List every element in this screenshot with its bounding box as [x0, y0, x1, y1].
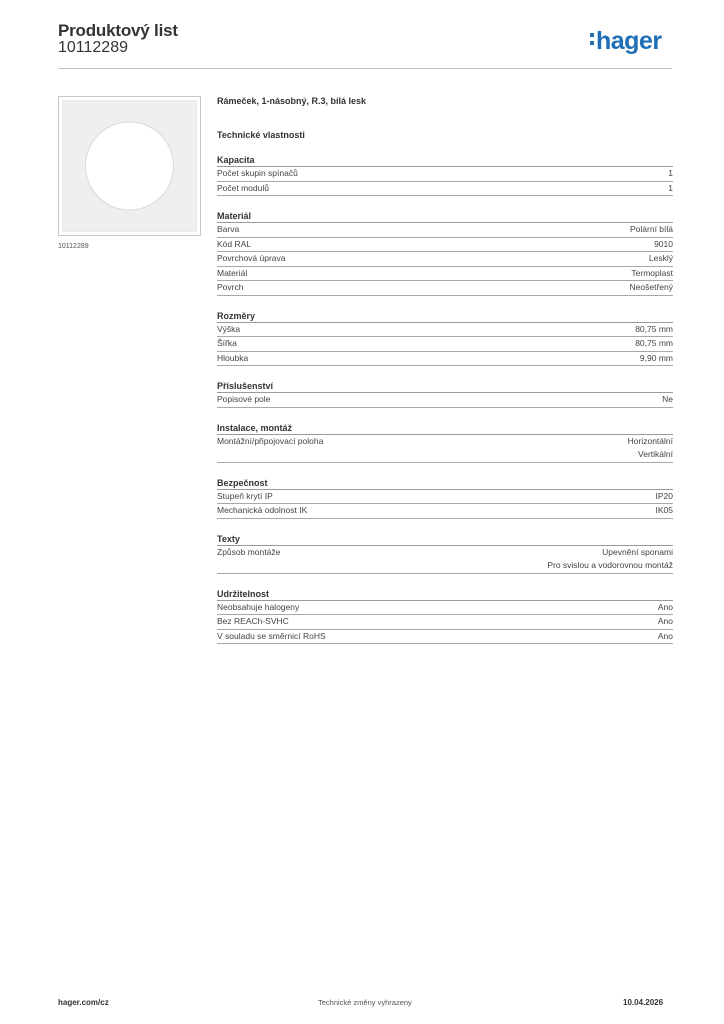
- spec-value: [628, 435, 673, 462]
- spec-value-line: Ano: [657, 601, 673, 612]
- spec-label: Povrch: [217, 282, 244, 292]
- spec-section: [217, 155, 673, 196]
- spec-row: [217, 323, 673, 338]
- spec-section: [217, 589, 673, 645]
- spec-row: [217, 601, 673, 616]
- section-title: Příslušenství: [217, 381, 673, 393]
- spec-value: [658, 630, 673, 644]
- spec-value: [658, 601, 673, 615]
- spec-section: [217, 311, 673, 367]
- spec-row: [217, 223, 673, 238]
- spec-value: [635, 323, 673, 337]
- spec-section: [217, 423, 673, 463]
- spec-value: [630, 223, 673, 237]
- product-name: Rámeček, 1-násobný, R.3, bílá lesk: [217, 96, 367, 106]
- technical-properties-title: Technické vlastnosti: [217, 130, 305, 140]
- image-caption: 10112289: [58, 243, 89, 250]
- spec-value-line: IP20: [655, 490, 673, 501]
- spec-value: [658, 615, 673, 629]
- spec-label: Barva: [217, 224, 240, 234]
- footer-notice: Technické změny vyhrazeny: [318, 998, 412, 1007]
- product-image: [58, 96, 201, 236]
- spec-label: Povrchová úprava: [217, 253, 286, 263]
- spec-value-line: Neošetřený: [629, 282, 673, 292]
- spec-value: [654, 238, 673, 252]
- spec-label: Šířka: [217, 338, 237, 348]
- spec-row: [217, 267, 673, 282]
- spec-row: [217, 182, 673, 197]
- spec-row: [217, 238, 673, 253]
- spec-row: [217, 490, 673, 505]
- frame-product-icon: [62, 100, 197, 232]
- section-title: Udržitelnost: [217, 589, 673, 601]
- spec-section: [217, 534, 673, 574]
- spec-label: Počet modulů: [217, 182, 269, 193]
- spec-label: V souladu se směrnicí RoHS: [217, 630, 326, 641]
- section-title: Materiál: [217, 211, 673, 223]
- spec-label: Počet skupin spínačů: [217, 168, 298, 178]
- spec-row: [217, 337, 673, 352]
- spec-label: Způsob montáže: [217, 546, 281, 557]
- spec-row: [217, 435, 673, 463]
- spec-value-line: Ne: [662, 394, 673, 404]
- spec-label: Popisové pole: [217, 394, 271, 404]
- spec-row: [217, 504, 673, 519]
- spec-value: [635, 337, 673, 351]
- header-divider: [58, 68, 672, 69]
- spec-value: [668, 167, 673, 181]
- spec-value: [656, 490, 674, 504]
- spec-label: Stupeň krytí IP: [217, 490, 273, 501]
- spec-section: [217, 478, 673, 519]
- spec-value-line: Termoplast: [631, 267, 673, 278]
- spec-value: [668, 182, 673, 196]
- spec-value-line: Horizontální: [627, 435, 673, 446]
- spec-value: [640, 352, 673, 366]
- spec-value-line: Pro svislou a vodorovnou montáž: [547, 560, 673, 570]
- spec-value-line: Ano: [657, 616, 673, 626]
- spec-value-line: 9010: [654, 238, 673, 249]
- spec-row: [217, 252, 673, 267]
- footer-date: 10.04.2026: [623, 998, 664, 1007]
- spec-value-line: Polární bílá: [630, 224, 673, 234]
- spec-value: [631, 267, 673, 281]
- spec-section: [217, 381, 673, 408]
- product-details: [217, 96, 673, 644]
- section-title: Texty: [217, 534, 673, 546]
- spec-label: Mechanická odolnost IK: [217, 505, 308, 515]
- spec-value: [649, 252, 673, 266]
- section-title: Rozměry: [217, 311, 673, 323]
- section-title: Instalace, montáž: [217, 423, 673, 435]
- logo-text: hager: [596, 27, 662, 55]
- spec-row: [217, 615, 673, 630]
- spec-value: [630, 281, 673, 295]
- spec-value: [662, 393, 673, 407]
- section-title: Kapacita: [217, 155, 673, 167]
- spec-label: Kód RAL: [217, 238, 252, 249]
- section-title: Bezpečnost: [217, 478, 673, 490]
- page-title: Produktový list: [58, 21, 178, 40]
- spec-label: Hloubka: [217, 352, 249, 363]
- spec-value-line: Lesklý: [648, 253, 673, 263]
- spec-value: [656, 504, 674, 518]
- spec-label: Montážní/připojovací poloha: [217, 435, 324, 446]
- spec-value-line: 80,75 mm: [635, 323, 673, 334]
- hager-logo: [590, 24, 662, 60]
- spec-value: [547, 546, 673, 573]
- spec-value-line: Upevnění sponami: [602, 546, 673, 557]
- spec-row: [217, 352, 673, 367]
- spec-value-line: Vertikální: [638, 449, 673, 459]
- spec-label: Materiál: [217, 267, 248, 278]
- spec-sections: [217, 155, 673, 644]
- spec-value-line: IK05: [655, 505, 673, 515]
- spec-label: Neobsahuje halogeny: [217, 601, 300, 612]
- spec-row: [217, 281, 673, 296]
- spec-label: Bez REACh-SVHC: [217, 616, 289, 626]
- product-number: 10112289: [58, 39, 128, 56]
- spec-row: [217, 167, 673, 182]
- logo-dots-icon: [590, 33, 594, 45]
- spec-value-line: Ano: [657, 630, 673, 641]
- spec-row: [217, 546, 673, 574]
- spec-row: [217, 393, 673, 408]
- spec-label: Výška: [217, 323, 241, 334]
- spec-value-line: 9,90 mm: [639, 352, 673, 363]
- spec-section: [217, 211, 673, 296]
- footer-website: hager.com/cz: [58, 998, 109, 1007]
- spec-value-line: 1: [668, 182, 673, 193]
- spec-value-line: 80,75 mm: [635, 338, 673, 348]
- spec-value-line: 1: [668, 168, 673, 178]
- spec-row: [217, 630, 673, 645]
